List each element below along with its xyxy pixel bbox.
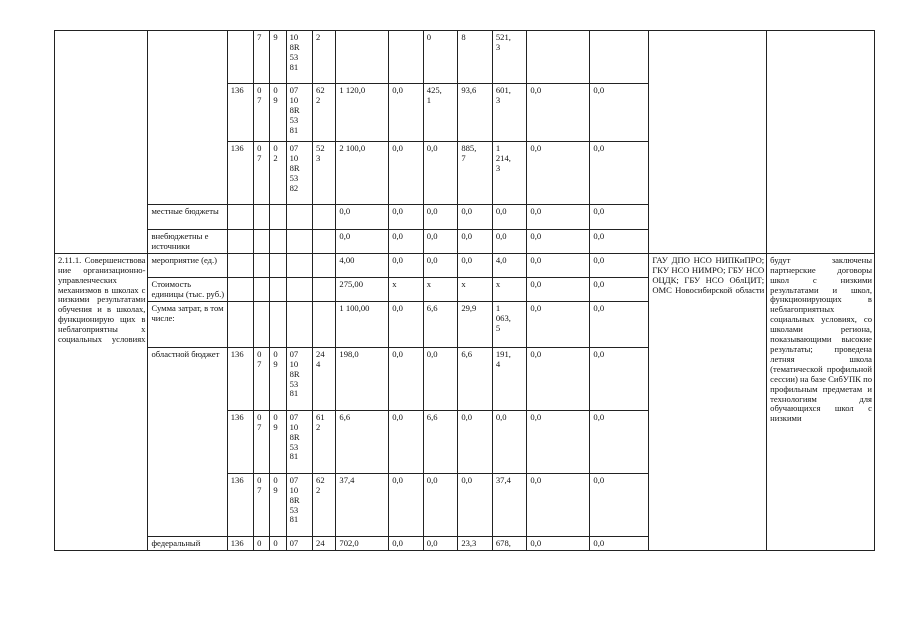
cell-y5: 0,0 — [527, 277, 590, 301]
cell-y3: 0,0 — [458, 205, 493, 230]
cell-y5: 0,0 — [527, 410, 590, 473]
cell-rz — [254, 205, 270, 230]
cell-y2: х — [423, 277, 458, 301]
cell-y6: 0,0 — [590, 230, 649, 254]
cell-y1: 0,0 — [389, 253, 424, 277]
cell-y6: 0,0 — [590, 347, 649, 410]
cell-grbs: 136 — [227, 410, 253, 473]
cell-y5: 0,0 — [527, 253, 590, 277]
cell-y6: 0,0 — [590, 84, 649, 142]
cell-pr: 0 — [270, 536, 286, 550]
cell-total: 198,0 — [336, 347, 389, 410]
cell-y3: х — [458, 277, 493, 301]
cell-vr — [313, 277, 336, 301]
cell-pr — [270, 301, 286, 347]
cell-pr: 0 2 — [270, 142, 286, 205]
cell-csr: 10 8R 53 81 — [286, 31, 312, 84]
cell-indicator — [148, 31, 227, 205]
cell-y2: 0,0 — [423, 142, 458, 205]
cell-pr: 0 9 — [270, 84, 286, 142]
cell-csr: 07 10 8R 53 82 — [286, 142, 312, 205]
cell-indicator: внебюджетны е источники — [148, 230, 227, 254]
cell-y1: 0,0 — [389, 410, 424, 473]
cell-y1 — [389, 31, 424, 84]
cell-y1: 0,0 — [389, 347, 424, 410]
cell-y4: 37,4 — [492, 473, 527, 536]
cell-y3: 8 — [458, 31, 493, 84]
cell-rz — [254, 253, 270, 277]
cell-y4: 1 063, 5 — [492, 301, 527, 347]
cell-y2: 425, 1 — [423, 84, 458, 142]
cell-y1: х — [389, 277, 424, 301]
cell-result — [767, 31, 875, 254]
cell-rz — [254, 277, 270, 301]
cell-y1: 0,0 — [389, 205, 424, 230]
cell-csr: 07 10 8R 53 81 — [286, 473, 312, 536]
cell-vr — [313, 230, 336, 254]
cell-total: 0,0 — [336, 230, 389, 254]
cell-rz: 0 7 — [254, 410, 270, 473]
cell-y5: 0,0 — [527, 347, 590, 410]
cell-y4: 521, 3 — [492, 31, 527, 84]
cell-y2: 0 — [423, 31, 458, 84]
cell-y5: 0,0 — [527, 473, 590, 536]
cell-y1: 0,0 — [389, 473, 424, 536]
cell-y4: 0,0 — [492, 410, 527, 473]
cell-vr: 24 4 — [313, 347, 336, 410]
cell-y2: 0,0 — [423, 205, 458, 230]
cell-pr — [270, 277, 286, 301]
cell-grbs — [227, 230, 253, 254]
cell-y6: 0,0 — [590, 142, 649, 205]
cell-total: 6,6 — [336, 410, 389, 473]
cell-total: 1 100,00 — [336, 301, 389, 347]
cell-total: 4,00 — [336, 253, 389, 277]
cell-grbs — [227, 253, 253, 277]
cell-csr — [286, 301, 312, 347]
cell-pr: 0 9 — [270, 473, 286, 536]
cell-grbs: 136 — [227, 84, 253, 142]
table-row — [55, 253, 875, 277]
cell-grbs — [227, 301, 253, 347]
cell-y1: 0,0 — [389, 536, 424, 550]
cell-csr: 07 10 8R 53 81 — [286, 84, 312, 142]
cell-result: будут заключены партнерские договоры школ с низкими результатами и школ, функционирующих в неблагоприятных социальных условиях, со школами региона, показывающими высокие результаты; проведена летняя школа (тематической профильной сессии) на базе СибУПК по профильным предметам и технологиям для обучающихся школ с низкими — [767, 253, 875, 550]
cell-rz: 0 7 — [254, 473, 270, 536]
cell-vr: 24 — [313, 536, 336, 550]
cell-pr — [270, 230, 286, 254]
cell-y6 — [590, 31, 649, 84]
cell-grbs — [227, 205, 253, 230]
cell-grbs — [227, 277, 253, 301]
cell-grbs: 136 — [227, 536, 253, 550]
cell-y2: 6,6 — [423, 410, 458, 473]
cell-y2: 6,6 — [423, 301, 458, 347]
cell-y2: 0,0 — [423, 536, 458, 550]
cell-y1: 0,0 — [389, 301, 424, 347]
cell-total: 2 100,0 — [336, 142, 389, 205]
cell-indicator: Стоимость единицы (тыс. руб.) — [148, 277, 227, 301]
cell-y3: 885, 7 — [458, 142, 493, 205]
cell-y1: 0,0 — [389, 142, 424, 205]
cell-y5 — [527, 31, 590, 84]
cell-y2: 0,0 — [423, 347, 458, 410]
cell-y4: х — [492, 277, 527, 301]
cell-pr: 9 — [270, 31, 286, 84]
cell-rz: 0 7 — [254, 84, 270, 142]
program-table — [54, 30, 875, 551]
cell-pr — [270, 205, 286, 230]
cell-vr: 62 2 — [313, 84, 336, 142]
cell-rz — [254, 230, 270, 254]
cell-y2: 0,0 — [423, 473, 458, 536]
cell-total: 275,00 — [336, 277, 389, 301]
cell-vr: 61 2 — [313, 410, 336, 473]
cell-rz: 7 — [254, 31, 270, 84]
cell-y4: 4,0 — [492, 253, 527, 277]
cell-vr: 52 3 — [313, 142, 336, 205]
cell-section — [55, 31, 148, 254]
cell-indicator: местные бюджеты — [148, 205, 227, 230]
cell-y3: 0,0 — [458, 230, 493, 254]
cell-csr: 07 10 8R 53 81 — [286, 410, 312, 473]
cell-y3: 0,0 — [458, 473, 493, 536]
cell-vr — [313, 205, 336, 230]
cell-y4: 601, 3 — [492, 84, 527, 142]
cell-y4: 678, — [492, 536, 527, 550]
cell-y6: 0,0 — [590, 301, 649, 347]
cell-executor: ГАУ ДПО НСО НИПКиПРО; ГКУ НСО НИМРО; ГБУ НСО ОЦДК; ГБУ НСО ОблЦИТ; ОМС Новосибирской области — [649, 253, 767, 550]
cell-y3: 29,9 — [458, 301, 493, 347]
cell-indicator: федеральный — [148, 536, 227, 550]
cell-y3: 0,0 — [458, 253, 493, 277]
table-row — [55, 31, 875, 84]
cell-y6: 0,0 — [590, 205, 649, 230]
cell-y6: 0,0 — [590, 410, 649, 473]
cell-csr — [286, 230, 312, 254]
cell-indicator: областной бюджет — [148, 347, 227, 536]
cell-rz: 0 — [254, 536, 270, 550]
cell-rz: 0 7 — [254, 347, 270, 410]
cell-y6: 0,0 — [590, 277, 649, 301]
cell-y1: 0,0 — [389, 84, 424, 142]
cell-y4: 1 214, 3 — [492, 142, 527, 205]
cell-y4: 0,0 — [492, 205, 527, 230]
cell-y5: 0,0 — [527, 536, 590, 550]
cell-y4: 0,0 — [492, 230, 527, 254]
cell-grbs: 136 — [227, 473, 253, 536]
cell-y6: 0,0 — [590, 253, 649, 277]
cell-csr — [286, 205, 312, 230]
cell-y2: 0,0 — [423, 253, 458, 277]
cell-csr — [286, 277, 312, 301]
cell-vr: 62 2 — [313, 473, 336, 536]
cell-y6: 0,0 — [590, 473, 649, 536]
cell-csr: 07 10 8R 53 81 — [286, 347, 312, 410]
cell-total: 1 120,0 — [336, 84, 389, 142]
cell-csr — [286, 253, 312, 277]
cell-y3: 6,6 — [458, 347, 493, 410]
cell-csr: 07 — [286, 536, 312, 550]
cell-grbs — [227, 31, 253, 84]
cell-y3: 0,0 — [458, 410, 493, 473]
cell-indicator: мероприятие (ед.) — [148, 253, 227, 277]
cell-executor — [649, 31, 767, 254]
cell-y3: 23,3 — [458, 536, 493, 550]
cell-y2: 0,0 — [423, 230, 458, 254]
cell-section: 2.11.1. Совершенствова ние организационно-управленческих механизмов в школах с низкими результатами обучения и в школах, функционирую щих в неблагоприятны х социальных условиях — [55, 253, 148, 550]
cell-y5: 0,0 — [527, 205, 590, 230]
cell-y5: 0,0 — [527, 230, 590, 254]
cell-indicator: Сумма затрат, в том числе: — [148, 301, 227, 347]
cell-pr — [270, 253, 286, 277]
cell-pr: 0 9 — [270, 410, 286, 473]
cell-total: 37,4 — [336, 473, 389, 536]
cell-y3: 93,6 — [458, 84, 493, 142]
cell-y5: 0,0 — [527, 142, 590, 205]
cell-total — [336, 31, 389, 84]
cell-y5: 0,0 — [527, 301, 590, 347]
cell-grbs: 136 — [227, 142, 253, 205]
cell-y1: 0,0 — [389, 230, 424, 254]
cell-grbs: 136 — [227, 347, 253, 410]
cell-pr: 0 9 — [270, 347, 286, 410]
cell-y4: 191, 4 — [492, 347, 527, 410]
cell-total: 0,0 — [336, 205, 389, 230]
cell-vr — [313, 253, 336, 277]
cell-vr: 2 — [313, 31, 336, 84]
cell-y6: 0,0 — [590, 536, 649, 550]
cell-total: 702,0 — [336, 536, 389, 550]
cell-y5: 0,0 — [527, 84, 590, 142]
cell-vr — [313, 301, 336, 347]
cell-rz: 0 7 — [254, 142, 270, 205]
cell-rz — [254, 301, 270, 347]
